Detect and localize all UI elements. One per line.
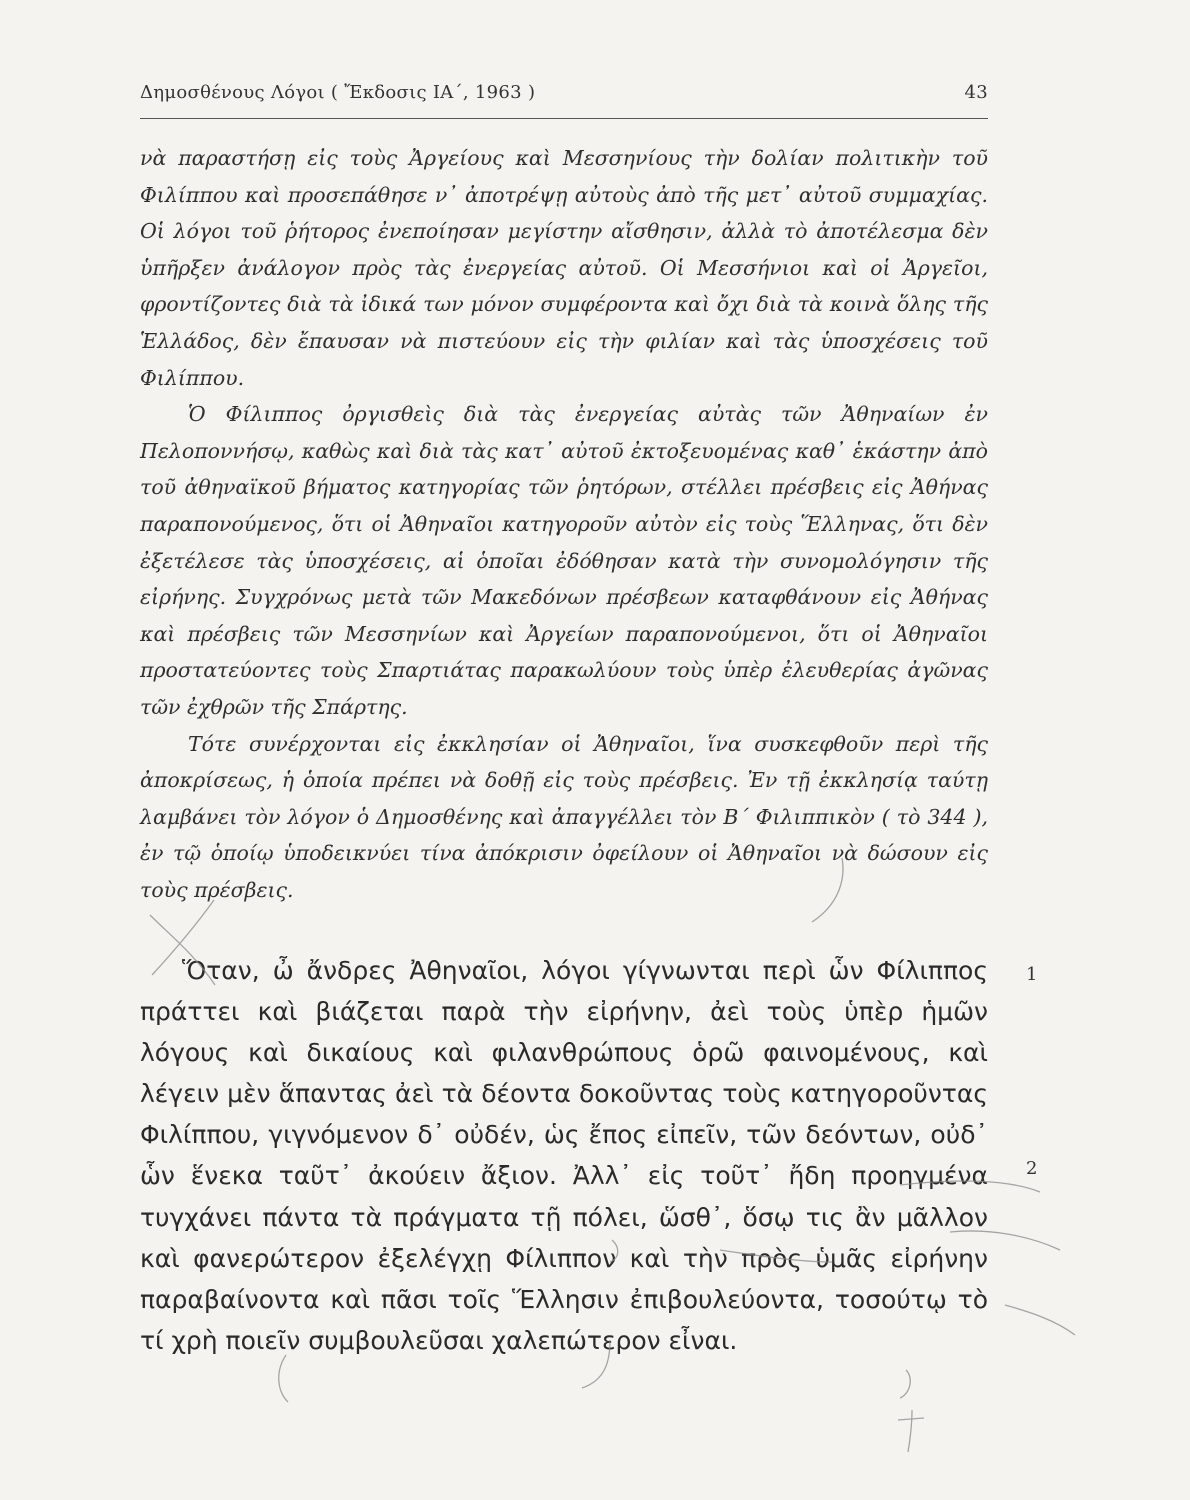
intro-paragraph: Τότε συνέρχονται εἰς ἐκκλησίαν οἱ Ἀθηναῖοι, ἵνα συσκεφθοῦν περὶ τῆς ἀποκρίσεως, ἡ ὁποία πρέπει νὰ δοθῇ εἰς τοὺς πρέσβεις. Ἐν τῇ ἐκκλησίᾳ ταύτῃ λαμβάνει τὸν λόγον ὁ Δημοσθένης καὶ ἀπαγγέλλει τὸν Β΄ Φιλιππικὸν ( τὸ 344 ), ἐν τῷ ὁποίῳ ὑποδεικνύει τίνα ἀπόκρισιν ὀφείλουν οἱ Ἀθηναῖοι νὰ δώσουν εἰς τοὺς πρέσβεις.	[140, 731, 988, 902]
speech-paragraph: Ὅταν, ὦ ἄνδρες Ἀθηναῖοι, λόγοι γίγνωνται περὶ ὧν Φίλιππος πράττει καὶ βιάζεται παρὰ τὴν εἰρήνην, ἀεὶ τοὺς ὑπὲρ ἡμῶν λόγους καὶ δικαίους καὶ φιλανθρώπους ὁρῶ φαινομένους, καὶ λέγειν μὲν ἅπαντας ἀεὶ τὰ δέοντα δοκοῦντας τοὺς κατηγοροῦντας Φιλίππου, γιγνόμενον δ᾽ οὐδέν, ὡς ἔπος εἰπεῖν, τῶν δεόντων, οὐδ᾽ ὧν ἕνεκα ταῦτ᾽ ἀκούειν ἄξιον. Ἀλλ᾽ εἰς τοῦτ᾽ ἤδη προηγμένα τυγχάνει πάντα τὰ πράγματα τῇ πόλει, ὥσθ᾽, ὅσῳ τις ἂν μᾶλλον καὶ φανερώτερον ἐξελέγχῃ Φίλιππον καὶ τὴν πρὸς ὑμᾶς εἰρήνην παραβαίνοντα καὶ πᾶσι τοῖς Ἕλλησιν ἐπιβουλεύοντα, τοσούτῳ τὸ τί χρὴ ποιεῖν συμβουλεῦσαι χαλεπώτερον εἶναι.	[140, 956, 988, 1355]
header-title: Δημοσθένους Λόγοι ( Ἔκδοσις ΙΑ΄, 1963 )	[140, 82, 536, 103]
intro-paragraph: Ὁ Φίλιππος ὀργισθεὶς διὰ τὰς ἐνεργείας αὐτὰς τῶν Ἀθηναίων ἐν Πελοποννήσῳ, καθὼς καὶ διὰ τὰς κατ᾽ αὐτοῦ ἐκτοξευομένας καθ᾽ ἑκάστην ἀπὸ τοῦ ἀθηναϊκοῦ βήματος κατηγορίας τῶν ῥητόρων, στέλλει πρέσβεις εἰς Ἀθήνας παραπονούμενος, ὅτι οἱ Ἀθηναῖοι κατηγοροῦν αὐτὸν εἰς τοὺς Ἕλληνας, ὅτι δὲν ἐξετέλεσε τὰς ὑποσχέσεις, αἱ ὁποῖαι ἐδόθησαν κατὰ τὴν συνομολόγησιν τῆς εἰρήνης. Συγχρόνως μετὰ τῶν Μακεδόνων πρέσβεων καταφθάνουν εἰς Ἀθήνας καὶ πρέσβεις τῶν Μεσσηνίων καὶ Ἀργείων παραπονούμενοι, ὅτι οἱ Ἀθηναῖοι προστατεύοντες τοὺς Σπαρτιάτας παρακωλύουν τοὺς ὑπὲρ ἐλευθερίας ἀγῶνας τῶν ἐχθρῶν τῆς Σπάρτης.	[140, 402, 988, 719]
intro-paragraph: νὰ παραστήσῃ εἰς τοὺς Ἀργείους καὶ Μεσσηνίους τὴν δολίαν πολιτικὴν τοῦ Φιλίππου καὶ προσεπάθησε ν᾽ ἀποτρέψῃ αὐτοὺς ἀπὸ τῆς μετ᾽ αὐτοῦ συμμαχίας. Οἱ λόγοι τοῦ ῥήτορος ἐνεποίησαν μεγίστην αἴσθησιν, ἀλλὰ τὸ ἀποτέλεσμα δὲν ὑπῆρξεν ἀνάλογον πρὸς τὰς ἐνεργείας αὐτοῦ. Οἱ Μεσσήνιοι καὶ οἱ Ἀργεῖοι, φροντίζοντες διὰ τὰ ἰδικά των μόνον συμφέροντα καὶ ὄχι διὰ τὰ κοινὰ ὅλης τῆς Ἑλλάδος, δὲν ἔπαυσαν νὰ πιστεύουν εἰς τὴν φιλίαν καὶ τὰς ὑποσχέσεις τοῦ Φιλίππου.	[140, 146, 988, 390]
page-number: 43	[964, 82, 988, 103]
running-header	[140, 82, 988, 103]
pencil-stroke	[279, 1355, 288, 1402]
introduction	[140, 140, 988, 908]
pencil-stroke	[900, 1370, 910, 1398]
header-rule	[140, 118, 988, 119]
section-number: 2	[1026, 1158, 1038, 1179]
pencil-stroke	[908, 1410, 912, 1452]
pencil-stroke	[898, 1418, 924, 1420]
section-number: 1	[1026, 964, 1038, 985]
pencil-stroke	[1005, 1305, 1075, 1335]
speech-text	[140, 950, 988, 1361]
